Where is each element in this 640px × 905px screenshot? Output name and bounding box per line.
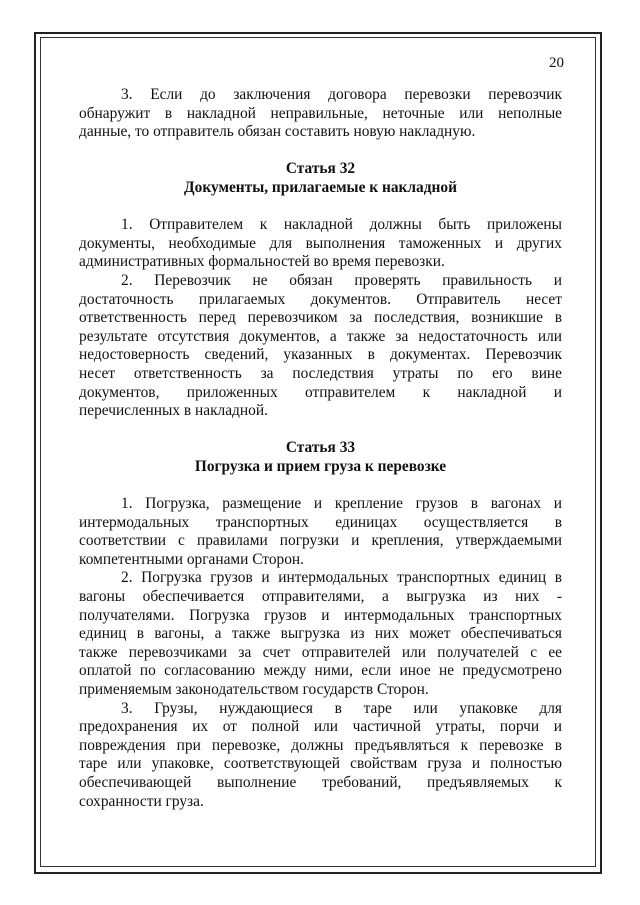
spacer	[79, 421, 562, 440]
text-line: вагоны обеспечивается отправителями, а выгрузка из них -	[79, 588, 562, 606]
paragraph	[79, 272, 562, 421]
article-heading: Статья 33	[285, 439, 356, 457]
text-line: единиц в вагоны, а также выгрузка из них может обеспечиваться	[79, 625, 562, 643]
text-line: перечисленных в накладной.	[79, 402, 268, 420]
paragraph	[79, 216, 562, 272]
text-line: достаточность прилагаемых документов. Отправитель несет	[79, 290, 562, 308]
text-line: административных формальностей во время перевозки.	[79, 253, 445, 271]
text-line: 1. Погрузка, размещение и крепление грузов в вагонах и	[121, 495, 562, 513]
text-line: 1. Отправителем к накладной должны быть приложены	[121, 216, 562, 234]
text-line: 2. Погрузка грузов и интермодальных транспортных единиц в	[121, 569, 562, 587]
paragraph	[79, 495, 562, 569]
text-line: документы, необходимые для выполнения таможенных и других	[79, 234, 562, 252]
paragraph	[79, 569, 562, 699]
text-line: интермодальных транспортных единицах осуществляется в	[79, 513, 562, 531]
text-line: оплатой по согласованию между ними, если иное не предусмотрено	[79, 662, 562, 680]
text-line: повреждения при перевозке, должны предъявляться к перевозке в	[79, 736, 562, 754]
page-number: 20	[549, 55, 564, 71]
paragraph	[79, 700, 562, 812]
text-line: 2. Перевозчик не обязан проверять правильность и	[121, 271, 562, 289]
text-line: документов, приложенных отправителем к накладной и	[79, 383, 562, 401]
spacer	[79, 142, 562, 161]
text-line: 3. Если до заключения договора перевозки перевозчик	[121, 86, 562, 103]
text-line: обнаружит в накладной неправильные, неточные или неполные	[79, 104, 562, 122]
text-line: таре или упаковке, соответствующей свойствам груза и полностью	[79, 755, 562, 773]
article-heading: Погрузка и прием груза к перевозке	[194, 457, 447, 475]
article-heading: Документы, прилагаемые к накладной	[184, 178, 457, 196]
text-line: результате отсутствия документов, а также за недостаточность или	[79, 327, 562, 345]
text-line: недостоверность сведений, указанных в документах. Перевозчик	[79, 346, 562, 364]
text-line: применяемым законодательством государств Сторон.	[79, 681, 429, 698]
text-line: получателями. Погрузка грузов и интермодальных транспортных	[79, 606, 562, 624]
document-body	[79, 86, 562, 811]
text-line: обеспечивающей выполнение требований, предъявляемых к	[79, 773, 562, 791]
text-line: данные, то отправитель обязан составить новую накладную.	[79, 123, 476, 141]
spacer	[79, 198, 562, 217]
text-line: 3. Грузы, нуждающиеся в таре или упаковке для	[121, 699, 562, 717]
text-line: соответствии с правилами погрузки и крепления, утверждаемыми	[79, 532, 562, 550]
text-line: предохранения их от полной или частичной утраты, порчи и	[79, 718, 562, 736]
text-line: сохранности груза.	[79, 792, 204, 810]
paragraph	[79, 86, 562, 142]
text-line: несет ответственность за последствия утраты по его вине	[79, 364, 562, 382]
spacer	[79, 476, 562, 495]
article-heading: Статья 32	[285, 160, 356, 178]
text-line: компетентными органами Сторон.	[79, 550, 305, 568]
text-line: также перевозчиками за счет отправителей или получателей с ее	[79, 643, 562, 661]
text-line: ответственность перед перевозчиком за последствия, возникшие в	[79, 309, 562, 327]
